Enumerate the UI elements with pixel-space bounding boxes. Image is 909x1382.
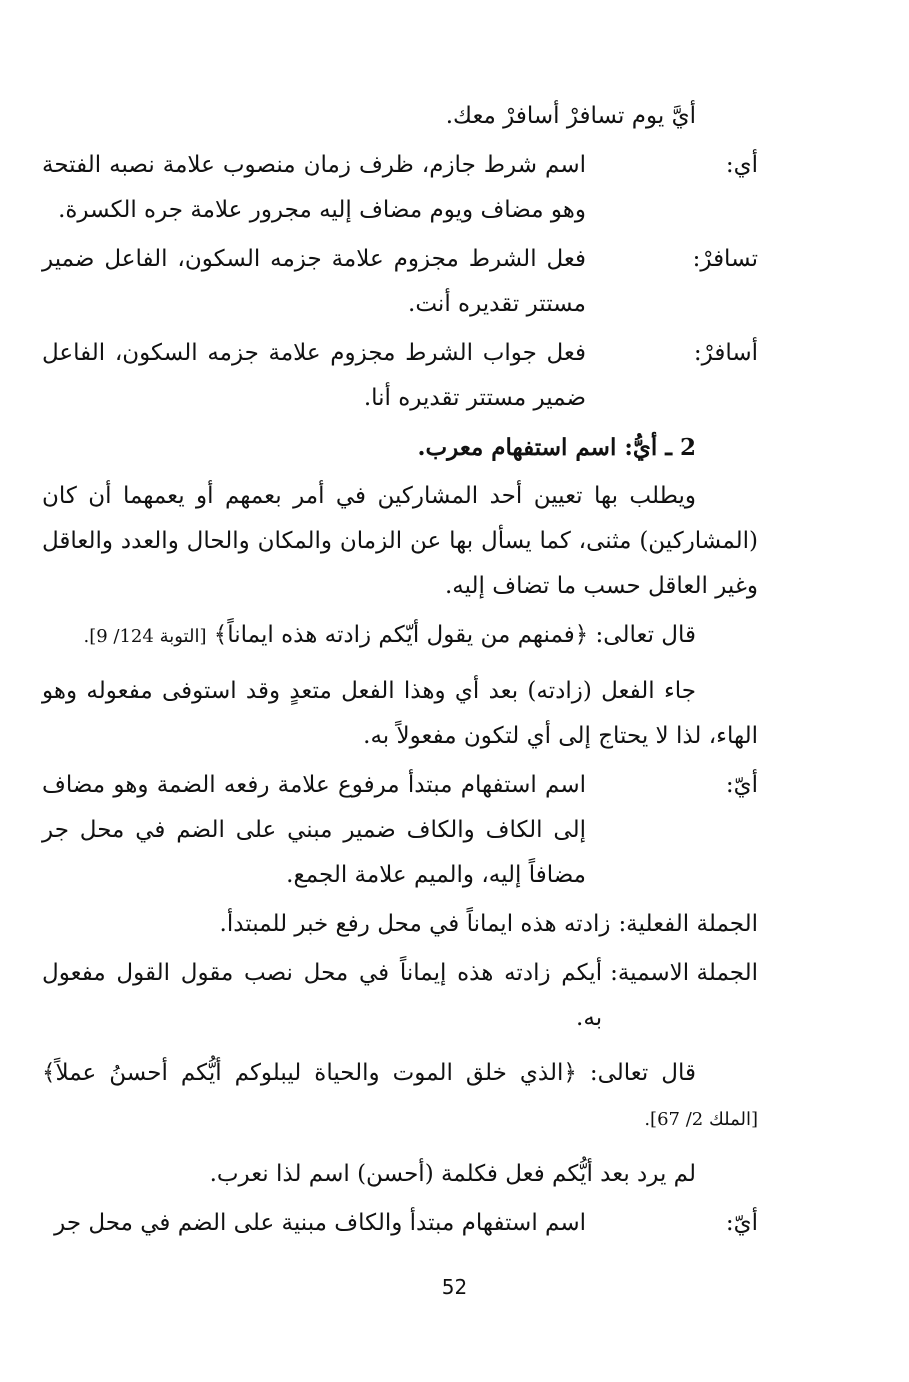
parse-term: الجملة الاسمية: bbox=[610, 960, 758, 986]
parse-desc: زادته هذه ايماناً في محل رفع خبر للمبتدأ. bbox=[219, 911, 611, 937]
parse-term: الجملة الفعلية: bbox=[618, 911, 758, 937]
page-body bbox=[42, 94, 758, 1246]
parse-term: تسافرْ: bbox=[692, 246, 758, 272]
quote-text: قال تعالى: ﴿فمنهم من يقول أيّكم زادته هذه ايماناً﴾ bbox=[213, 622, 696, 648]
parse-term: أيّ: bbox=[725, 1210, 758, 1236]
parse-row-tusafir bbox=[42, 237, 758, 327]
parse-row-ayy-2 bbox=[42, 763, 758, 898]
parse-desc: فعل جواب الشرط مجزوم علامة جزمه السكون، الفاعل ضمير مستتر تقديره أنا. bbox=[42, 340, 586, 411]
parse-row-nominal-sentence bbox=[42, 951, 758, 1041]
parse-desc: اسم شرط جازم، ظرف زمان منصوب علامة نصبه الفتحة وهو مضاف ويوم مضاف إليه مجرور علامة جره الكسرة. bbox=[42, 152, 586, 223]
parse-term: أي: bbox=[725, 152, 758, 178]
parse-term: أيّ: bbox=[725, 772, 758, 798]
quote-reference: [الملك 2/ 67]. bbox=[644, 1109, 758, 1130]
no-verb-paragraph: لم يرد بعد أيُّكم فعل فكلمة (أحسن) اسم لذا نعرب. bbox=[209, 1161, 696, 1187]
quran-quote-1 bbox=[42, 613, 758, 659]
parse-row-ayy bbox=[42, 143, 758, 233]
parse-desc: فعل الشرط مجزوم علامة جزمه السكون، الفاعل ضمير مستتر تقديره أنت. bbox=[42, 246, 586, 317]
usage-paragraph: ويطلب بها تعيين أحد المشاركين في أمر بعمهم أو يعمهما أن كان (المشاركين) مثنى، كما يسأل بها عن الزمان والمكان والحال والعدد والعاقل وغير العاقل حسب ما تضاف إليه. bbox=[42, 483, 758, 599]
section-heading: 2 ـ أيُّ: اسم استفهام معرب. bbox=[417, 434, 696, 461]
example-sentence: أيَّ يوم تسافرْ أسافرْ معك. bbox=[445, 103, 696, 129]
parse-desc: اسم استفهام مبتدأ مرفوع علامة رفعه الضمة وهو مضاف إلى الكاف والكاف ضمير مبني على الضم في محل جر مضافاً إليه، والميم علامة الجمع. bbox=[42, 772, 586, 888]
quote-text: قال تعالى: ﴿الذي خلق الموت والحياة ليبلوكم أيُّكم أحسنُ عملاً﴾ bbox=[42, 1060, 696, 1086]
parse-row-usafir bbox=[42, 331, 758, 421]
parse-desc: اسم استفهام مبتدأ والكاف مبنية على الضم في محل جر bbox=[54, 1210, 586, 1236]
verb-paragraph: جاء الفعل (زادته) بعد أي وهذا الفعل متعدٍ وقد استوفى مفعوله وهو الهاء، لذا لا يحتاج إلى أي لتكون مفعولاً به. bbox=[42, 678, 758, 749]
quote-reference: [التوبة 124/ 9]. bbox=[83, 626, 207, 647]
parse-term: أسافرْ: bbox=[693, 340, 758, 366]
parse-desc: أيكم زادته هذه إيماناً في محل نصب مقول القول مفعول به. bbox=[42, 960, 603, 1031]
parse-row-ayy-3 bbox=[42, 1201, 758, 1246]
parse-row-verbal-sentence bbox=[42, 902, 758, 947]
quran-quote-2 bbox=[42, 1051, 758, 1142]
page-number: 52 bbox=[441, 1275, 468, 1299]
